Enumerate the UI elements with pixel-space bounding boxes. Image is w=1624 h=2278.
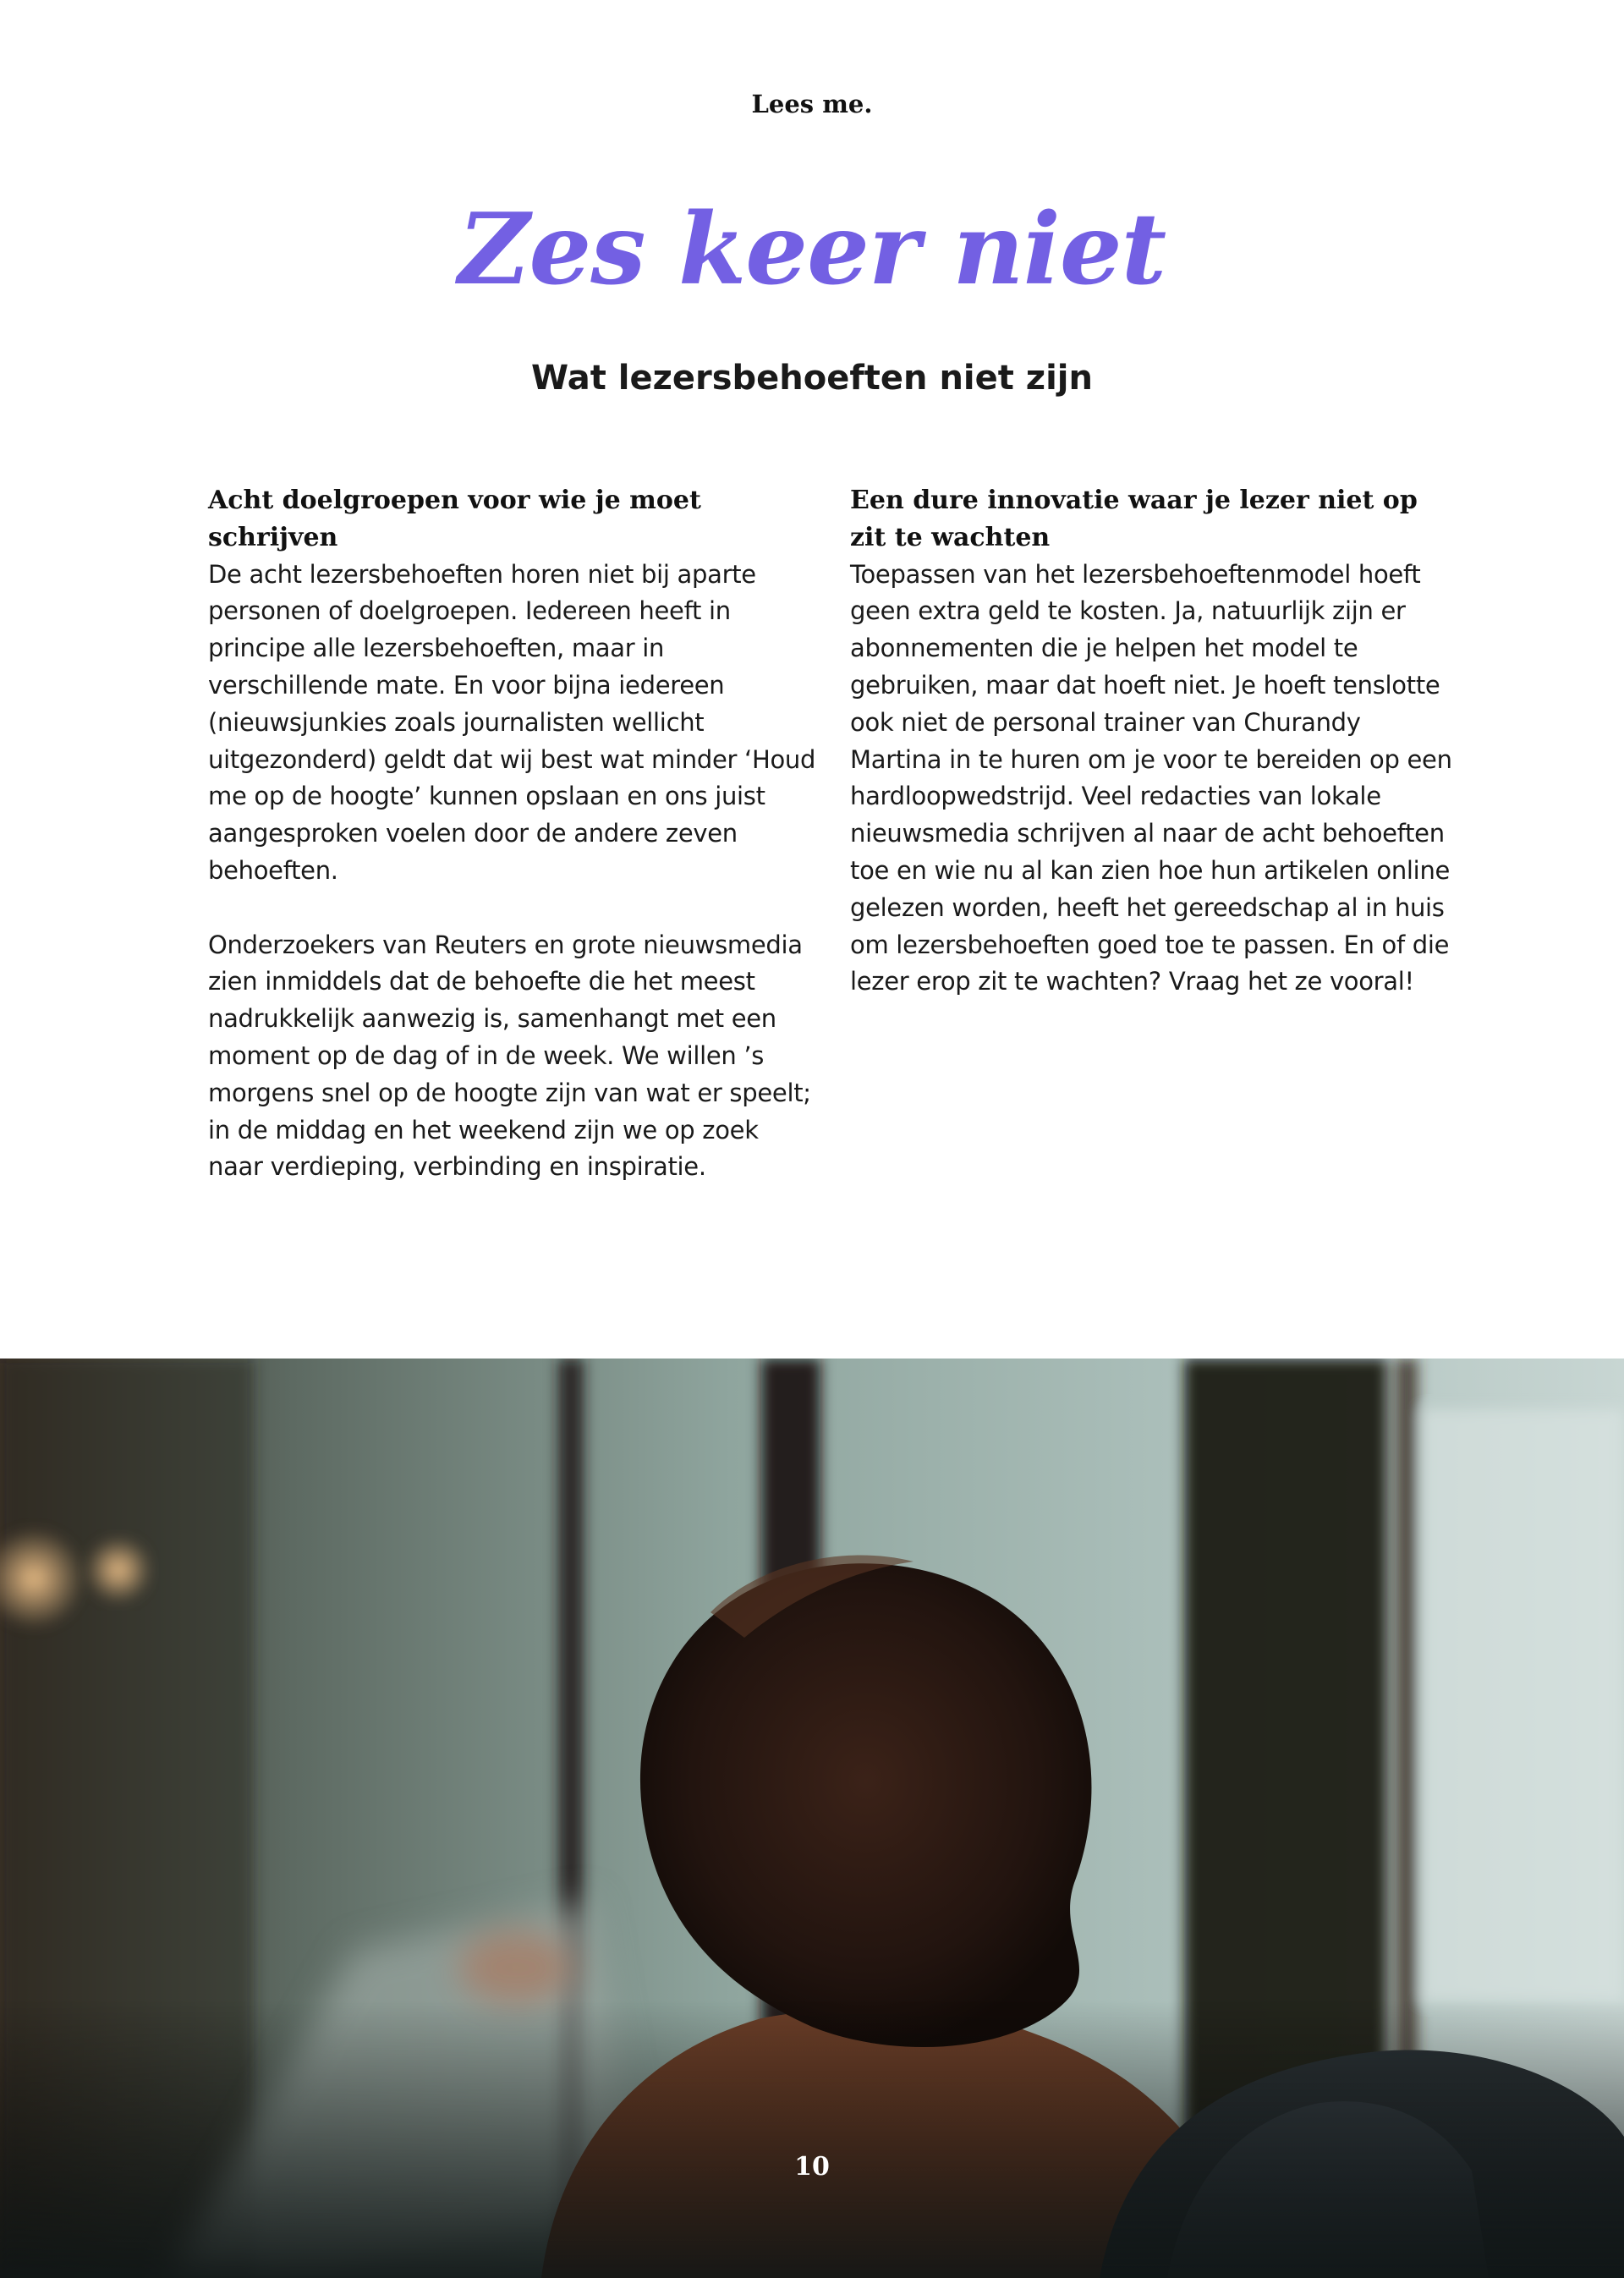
left-column bbox=[208, 482, 820, 1223]
page-title: Zes keer niet bbox=[458, 192, 1166, 307]
right-column-paragraph-1: Toepassen van het lezersbehoeftenmodel hoeft geen extra geld te kosten. Ja, natuurlijk zijn er abonnementen die je helpen het model te gebruiken, maar dat hoeft niet. Je hoeft tenslotte ook niet de personal trainer van Churandy Martina in te huren om je voor te bereiden op een hardloopwedstrijd. Veel redacties van lokale nieuwsmedia schrijven al naar de acht behoeften toe en wie nu al kan zien hoe hun artikelen online gelezen worden, heeft het gereedschap al in huis om lezersbehoeften goed toe te passen. En of die lezer erop zit te wachten? Vraag het ze vooral! bbox=[850, 559, 1452, 996]
left-column-paragraph-2: Onderzoekers van Reuters en grote nieuwsmedia zien inmiddels dat de behoefte die het meest nadrukkelijk aanwezig is, samenhangt met een moment op de dag of in de week. We willen ’s morgens snel op de hoogte zijn van wat er speelt; in de middag en het weekend zijn we op zoek naar verdieping, verbinding en inspiratie. bbox=[208, 930, 811, 1182]
right-column-heading: Een dure innovatie waar je lezer niet op zit te wachten bbox=[850, 486, 1418, 552]
left-column-heading: Acht doelgroepen voor wie je moet schrijven bbox=[208, 486, 701, 552]
page-number: 10 bbox=[794, 2152, 830, 2182]
running-header: Lees me. bbox=[751, 90, 873, 118]
right-column bbox=[850, 482, 1459, 1038]
left-column-paragraph-1: De acht lezersbehoeften horen niet bij aparte personen of doelgroepen. Iedereen heeft in principe alle lezersbehoeften, maar in verschillende mate. En voor bijna iedereen (nieuwsjunkies zoals journalisten wellicht uitgezonderd) geldt dat wij best wat minder ‘Houd me op de hoogte’ kunnen opslaan en ons juist aangesproken voelen door de andere zeven behoeften. bbox=[208, 559, 816, 885]
page-subtitle: Wat lezersbehoeften niet zijn bbox=[531, 359, 1093, 398]
reading-person-photo bbox=[0, 1359, 1624, 2278]
